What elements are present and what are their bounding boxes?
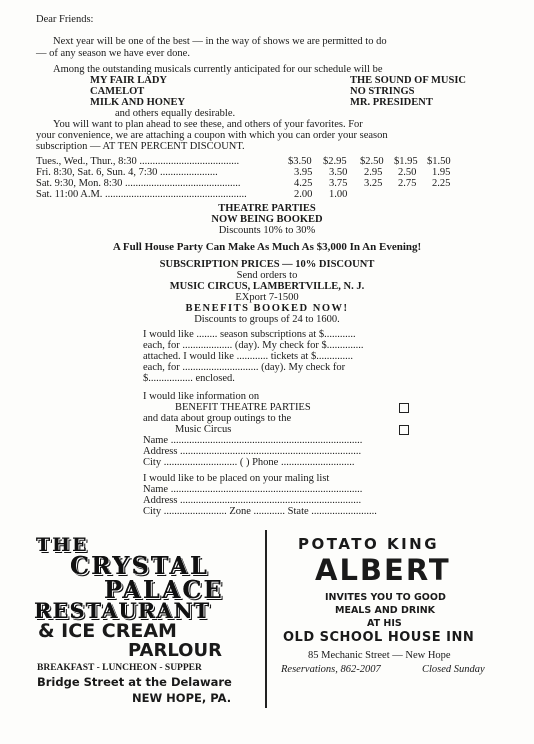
info-line: I would like information on (143, 391, 260, 402)
price-cell: 3.25 (364, 178, 383, 189)
city-zone-state-field[interactable]: City ........................ Zone ............ State ......................... (143, 506, 377, 517)
ad-line: NEW HOPE, PA. (132, 691, 232, 705)
price-cell: $1.50 (427, 156, 451, 167)
ad-line: INVITES YOU TO GOOD (325, 592, 446, 603)
address-field[interactable]: Address ..................................................................... (143, 446, 362, 457)
price-cell: $2.95 (323, 156, 347, 167)
greeting: Dear Friends: (36, 14, 94, 25)
price-cell: $2.50 (360, 156, 384, 167)
price-cell: 1.95 (432, 167, 451, 178)
paragraph-line: Next year will be one of the best — in the way of shows we are permitted to do (53, 36, 387, 47)
price-cell: $3.50 (288, 156, 312, 167)
price-row-label: Sat. 11:00 A.M. ...................................................... (36, 189, 247, 200)
ad-line: THE (36, 534, 89, 556)
coupon-line: each, for ............................. (day). My check for (143, 362, 346, 373)
ad-line: POTATO KING (298, 535, 440, 553)
theatre-parties-discount: Discounts 10% to 30% (218, 225, 316, 236)
ad-line: CRYSTAL (70, 551, 209, 580)
order-address: MUSIC CIRCUS, LAMBERTVILLE, N. J. (169, 281, 365, 292)
ad-line: PARLOUR (128, 640, 222, 661)
musical-title: CAMELOT (90, 86, 145, 97)
ad-line: Bridge Street at the Delaware (37, 675, 232, 689)
ad-line: Closed Sunday (422, 664, 485, 675)
info-line: Music Circus (175, 424, 232, 435)
price-cell: 4.25 (294, 178, 313, 189)
musical-title: NO STRINGS (350, 86, 415, 97)
send-orders: Send orders to (236, 270, 298, 281)
price-row-label: Tues., Wed., Thur., 8:30 ...................................... (36, 156, 240, 167)
musical-title: MY FAIR LADY (90, 75, 167, 86)
coupon-line: each, for ................... (day). My check for $.............. (143, 340, 364, 351)
paragraph-line: and others equally desirable. (115, 108, 236, 119)
coupon-line: I would like ........ season subscriptions at $............ (143, 329, 356, 340)
coupon-line: $................. enclosed. (143, 373, 235, 384)
paragraph-line: Among the outstanding musicals currently anticipated for our schedule will be (53, 64, 383, 75)
benefits-booked: BENEFITS BOOKED NOW! (185, 303, 349, 314)
price-cell: 2.00 (294, 189, 313, 200)
price-cell: 3.75 (329, 178, 348, 189)
paragraph-line: You will want to plan ahead to see these, and others of your favorites. For (53, 119, 363, 130)
ad-line: MEALS AND DRINK (335, 605, 436, 616)
info-line: and data about group outings to the (143, 413, 292, 424)
ad-line: & ICE CREAM (38, 620, 177, 642)
info-line: BENEFIT THEATRE PARTIES (175, 402, 311, 413)
mailing-list-line: I would like to be placed on your maling list (143, 473, 330, 484)
musical-title: MILK AND HONEY (90, 97, 186, 108)
price-row-label: Fri. 8:30, Sat. 6, Sun. 4, 7:30 ...................... (36, 167, 218, 178)
address-field[interactable]: Address ..................................................................... (143, 495, 362, 506)
price-cell: 2.75 (398, 178, 417, 189)
theatre-parties-heading: NOW BEING BOOKED (211, 214, 323, 225)
subscription-title: SUBSCRIPTION PRICES — 10% DISCOUNT (159, 259, 375, 270)
name-field[interactable]: Name ......................................................................... (143, 435, 363, 446)
price-cell: 2.50 (398, 167, 417, 178)
paragraph-line: your convenience, we are attaching a coupon with which you can order your season (36, 130, 388, 141)
ad-line: RESTAURANT (34, 598, 211, 623)
ad-line: 85 Mechanic Street — New Hope (308, 650, 451, 661)
group-outings-checkbox[interactable] (399, 425, 409, 435)
ad-line: BREAKFAST - LUNCHEON - SUPPER (37, 663, 202, 673)
order-phone: EXport 7-1500 (235, 292, 299, 303)
price-cell: 2.95 (364, 167, 383, 178)
ad-line: PALACE (104, 575, 224, 604)
ad-line: AT HIS (367, 618, 402, 629)
group-discounts: Discounts to groups of 24 to 1600. (194, 314, 340, 325)
price-row-label: Sat. 9:30, Mon. 8:30 ............................................ (36, 178, 241, 189)
city-phone-field[interactable]: City ............................ ( ) Phone ............................ (143, 457, 355, 468)
theatre-parties-heading: THEATRE PARTIES (218, 203, 316, 214)
full-house-headline: A Full House Party Can Make As Much As $3,000 In An Evening! (112, 241, 422, 253)
musical-title: THE SOUND OF MUSIC (350, 75, 466, 86)
benefit-parties-checkbox[interactable] (399, 403, 409, 413)
price-cell: 2.25 (432, 178, 451, 189)
name-field[interactable]: Name ......................................................................... (143, 484, 363, 495)
coupon-line: attached. I would like ............ tickets at $.............. (143, 351, 353, 362)
paragraph-line: — of any season we have ever done. (36, 48, 190, 59)
ad-line: OLD SCHOOL HOUSE INN (283, 630, 475, 645)
ad-divider (265, 530, 267, 708)
paragraph-line: subscription — AT TEN PERCENT DISCOUNT. (36, 141, 245, 152)
ad-line: Reservations, 862-2007 (281, 664, 381, 675)
musical-title: MR. PRESIDENT (350, 97, 433, 108)
ad-line: ALBERT (315, 553, 451, 587)
price-cell: $1.95 (394, 156, 418, 167)
price-cell: 1.00 (329, 189, 348, 200)
price-cell: 3.95 (294, 167, 313, 178)
price-cell: 3.50 (329, 167, 348, 178)
